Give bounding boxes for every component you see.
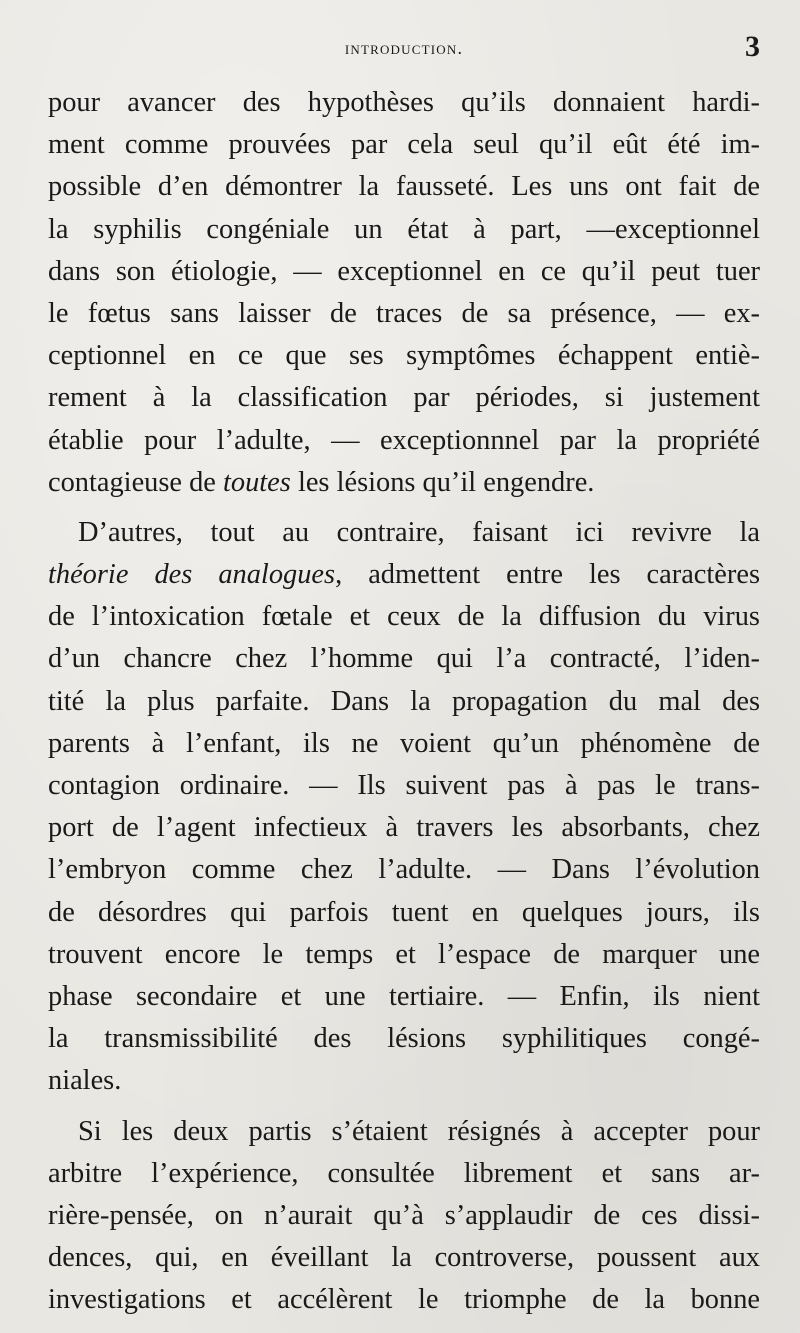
text-run: les lésions qu’il engendre. <box>290 466 595 498</box>
text-line: Si les deux partis s’étaient résignés à accepter pour <box>78 1115 760 1147</box>
text-line <box>48 462 760 504</box>
text-line: tité la plus parfaite. Dans la propagation du mal des <box>48 685 760 717</box>
text-line: ceptionnel en ce que ses symptômes échappent entiè- <box>48 340 760 372</box>
text-line: d’un chancre chez l’homme qui l’a contracté, l’iden- <box>48 643 760 675</box>
text-line: phase secondaire et une tertiaire. — Enfin, ils nient <box>48 980 760 1012</box>
italic-run: théorie des analogues <box>48 559 336 591</box>
text-line: trouvent encore le temps et l’espace de marquer une <box>48 938 760 970</box>
text-line: de désordres qui parfois tuent en quelques jours, ils <box>48 896 760 928</box>
text-line: dences, qui, en éveillant la controverse, poussent aux <box>48 1242 760 1274</box>
text-line: parents à l’enfant, ils ne voient qu’un phénomène de <box>48 727 760 759</box>
text-line: dans son étiologie, — exceptionnel en ce qu’il peut tuer <box>48 255 760 287</box>
text-line: investigations et accélèrent le triomphe de la bonne <box>48 1284 760 1316</box>
text-line: de l’intoxication fœtale et ceux de la diffusion du virus <box>48 601 760 633</box>
page-number: 3 <box>745 30 760 63</box>
body-text <box>48 82 760 1321</box>
text-line: la syphilis congéniale un état à part, —exceptionnel <box>48 213 760 245</box>
text-line: arbitre l’expérience, consultée librement et sans ar- <box>48 1157 760 1189</box>
text-line: ment comme prouvées par cela seul qu’il eût été im- <box>48 129 760 161</box>
italic-run: toutes <box>223 466 291 498</box>
text-line: port de l’agent infectieux à travers les absorbants, chez <box>48 812 760 844</box>
running-head <box>48 30 760 70</box>
text-line: rement à la classification par périodes, si justement <box>48 382 760 414</box>
text-line: l’embryon comme chez l’adulte. — Dans l’évolution <box>48 854 760 886</box>
text-line <box>48 554 760 596</box>
text-line: la transmissibilité des lésions syphilitiques congé- <box>48 1023 760 1055</box>
text-line: D’autres, tout au contraire, faisant ici revivre la <box>78 516 760 548</box>
text-run: , admettent entre les caractères <box>335 559 760 591</box>
text-line: le fœtus sans laisser de traces de sa présence, — ex- <box>48 297 760 329</box>
paragraph <box>48 512 760 1103</box>
text-run: contagieuse de <box>48 466 224 498</box>
running-title: introduction. <box>344 38 464 58</box>
paragraph <box>48 82 760 504</box>
paragraph <box>48 1111 760 1322</box>
text-line: établie pour l’adulte, — exceptionnnel par la propriété <box>48 424 760 456</box>
text-line: contagion ordinaire. — Ils suivent pas à pas le trans- <box>48 770 760 801</box>
text-line: pour avancer des hypothèses qu’ils donnaient hardi- <box>48 87 760 118</box>
text-line: niales. <box>48 1065 122 1097</box>
text-line: rière-pensée, on n’aurait qu’à s’applaudir de ces dissi- <box>48 1199 760 1231</box>
text-line: possible d’en démontrer la fausseté. Les uns ont fait de <box>48 171 760 203</box>
